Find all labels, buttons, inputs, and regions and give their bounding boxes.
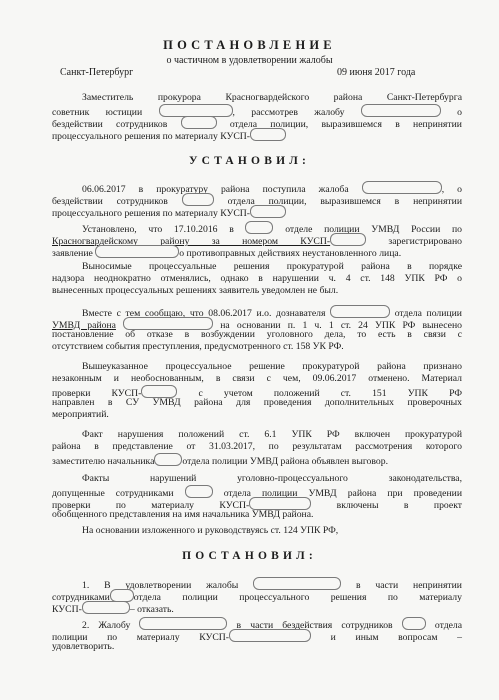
p6-line-5: [52, 409, 462, 421]
p2-line-3: [52, 205, 462, 220]
p2-text-a: 06.06.2017 в прокуратуру района поступила жалоба: [82, 184, 349, 195]
section-resolved: ПОСТАНОВИЛ:: [182, 550, 317, 562]
p8-text-c: уголовно-процессуального: [237, 473, 348, 484]
p7-text-a: Факт нарушения положений ст. 6.1 УПК РФ включен прокуратурой: [82, 429, 462, 440]
p8-text-f: отдела полиции УМВД района при проведении: [223, 488, 463, 499]
p2-text-c: бездействии сотрудников: [52, 196, 168, 207]
r1-text-e: КУСП-: [52, 604, 82, 615]
p7-text-c: заместителю начальника: [52, 456, 155, 467]
p6-text-c: проверки КУСП-: [52, 388, 142, 399]
p1-text-b: , рассмотрев жалобу: [232, 107, 345, 118]
r2-text-e: и иным вопросам –: [330, 632, 462, 643]
p8-text-i: обобщенного представления на имя начальника УМВД района.: [52, 509, 314, 520]
p3-text-f: о противоправных действиях неустановленного лица.: [179, 248, 402, 259]
redacted-number: [250, 205, 286, 218]
r2-text-d: полиции по материалу КУСП-: [52, 632, 230, 643]
r1-text-d: отдела полиции процессуального решения по материалу: [133, 592, 462, 603]
r2-number: 2.: [82, 620, 90, 631]
p7-line-3: [52, 453, 462, 468]
p8-text-e: допущенные сотрудниками: [52, 488, 174, 499]
p3-line-3: [52, 245, 462, 260]
p2-text-b: , о: [441, 184, 462, 195]
document-city: Санкт-Петербург: [60, 67, 134, 78]
p4-text-a: Выносимые процессуальные решения прокуратурой района в порядке: [82, 261, 462, 272]
p3-text-a: Установлено, что 17.10.2016 в: [82, 224, 234, 235]
redacted-number: [82, 601, 130, 614]
p2-text-d: отдела полиции, выразившемся в непринятии: [227, 196, 463, 207]
p7-text-b: района в представление от 31.03.2017, по результатам рассмотрения которого: [52, 441, 462, 452]
p9-line-1: [52, 525, 462, 537]
section-established: УСТАНОВИЛ:: [188, 155, 311, 167]
p5-text-e: постановление об отказе в возбуждении уголовного дела, то есть в связи с: [52, 329, 462, 340]
r2-text-f: удовлетворить.: [52, 641, 115, 652]
p1-text-g: процессуального решения по материалу КУСП-: [52, 131, 251, 142]
r1-text-b: в части непринятии: [355, 580, 462, 591]
p8-text-a: Факты: [82, 473, 110, 484]
p4-text-c: вынесенных процессуальных решениях заявитель уведомлен не был.: [52, 285, 339, 296]
p5-text-f: отсутствием события преступления, предусмотренного ст. 158 УК РФ.: [52, 341, 344, 352]
p8-line-1: [52, 473, 462, 485]
p5-text-a: Вместе с тем сообщаю, что 08.06.2017 и.о. дознавателя: [82, 308, 326, 319]
p5-line-3: [52, 329, 462, 341]
p7-line-2: [52, 441, 462, 453]
p3-text-e: заявление: [52, 248, 93, 259]
document-title: ПОСТАНОВЛЕНИЕ: [163, 38, 336, 52]
r1-text-c: сотрудниками: [52, 592, 110, 603]
p6-line-2: [52, 373, 462, 385]
p3-text-b: отделе полиции УМВД России по: [285, 224, 463, 235]
p5-text-b: отдела полиции: [394, 308, 462, 319]
document-subtitle: о частичном в удовлетворении жалобы: [166, 55, 333, 66]
p1-text-e: бездействии сотрудников: [52, 119, 168, 130]
p1-line-4: [52, 128, 462, 143]
p6-text-e: направлен в СУ УМВД района для проведения дополнительных проверочных: [52, 397, 462, 408]
r2-line-3: [52, 641, 462, 653]
p4-line-2: [52, 273, 462, 285]
redacted-number: [154, 453, 182, 466]
p4-line-1: [52, 261, 462, 273]
r1-line-3: [52, 601, 462, 616]
p8-text-b: нарушений: [150, 473, 197, 484]
p6-line-1: [52, 361, 462, 373]
p2-text-e: процессуального решения по материалу КУСП-: [52, 208, 251, 219]
redacted-number: [250, 128, 286, 141]
p7-line-1: [52, 429, 462, 441]
p3-text-c: Красногвардейскому району за номером КУСП-: [52, 236, 331, 247]
document-date: 09 июня 2017 года: [337, 67, 416, 78]
p8-text-g: проверки по материалу КУСП-: [52, 500, 250, 511]
p8-text-d: законодательства,: [388, 473, 463, 484]
p1-text-f: отдела полиции, выразившемся в непринятии: [229, 119, 462, 130]
p6-text-f: мероприятий.: [52, 409, 109, 420]
p6-text-d: с учетом положений ст. 151 УПК РФ: [198, 388, 463, 399]
redacted-name: [95, 245, 179, 258]
p4-line-3: [52, 285, 462, 297]
p5-line-4: [52, 341, 462, 353]
p8-line-4: [52, 509, 462, 521]
r1-text-a: В удовлетворении жалобы: [104, 580, 239, 591]
r2-text-b: в части бездействия сотрудников: [236, 620, 393, 631]
p7-text-d: отдела полиции УМВД района объявлен выговор.: [182, 456, 389, 467]
p6-line-4: [52, 397, 462, 409]
p8-text-h: включены в проект: [336, 500, 463, 511]
p1-text-c: о: [457, 107, 463, 118]
p6-text-a: Вышеуказанное процессуальное решение прокуратурой района признано: [82, 361, 462, 372]
r2-text-a: Жалобу: [98, 620, 131, 631]
r1-text-f: – отказать.: [129, 604, 174, 615]
p1-line-1: [52, 92, 462, 104]
r2-text-c: отдела: [434, 620, 463, 631]
p5-text-c: УМВД района: [52, 320, 116, 331]
p1-text-d: советник юстиции: [52, 107, 143, 118]
p9-text: На основании изложенного и руководствуясь ст. 124 УПК РФ,: [82, 525, 339, 536]
p1-text-a: Заместитель прокурора Красногвардейского района Санкт-Петербурга: [82, 92, 462, 103]
r1-number: 1.: [82, 580, 90, 591]
p6-text-b: незаконным и необоснованным, в связи с чем, 09.06.2017 отменено. Материал: [52, 373, 462, 384]
p5-text-d: на основании п. 1 ч. 1 ст. 24 УПК РФ вынесено: [220, 320, 463, 331]
p3-text-d: зарегистрировано: [388, 236, 462, 247]
p4-text-b: надзора неоднократно отменялись, однако в нарушении ч. 4 ст. 148 УПК РФ о: [52, 273, 462, 284]
